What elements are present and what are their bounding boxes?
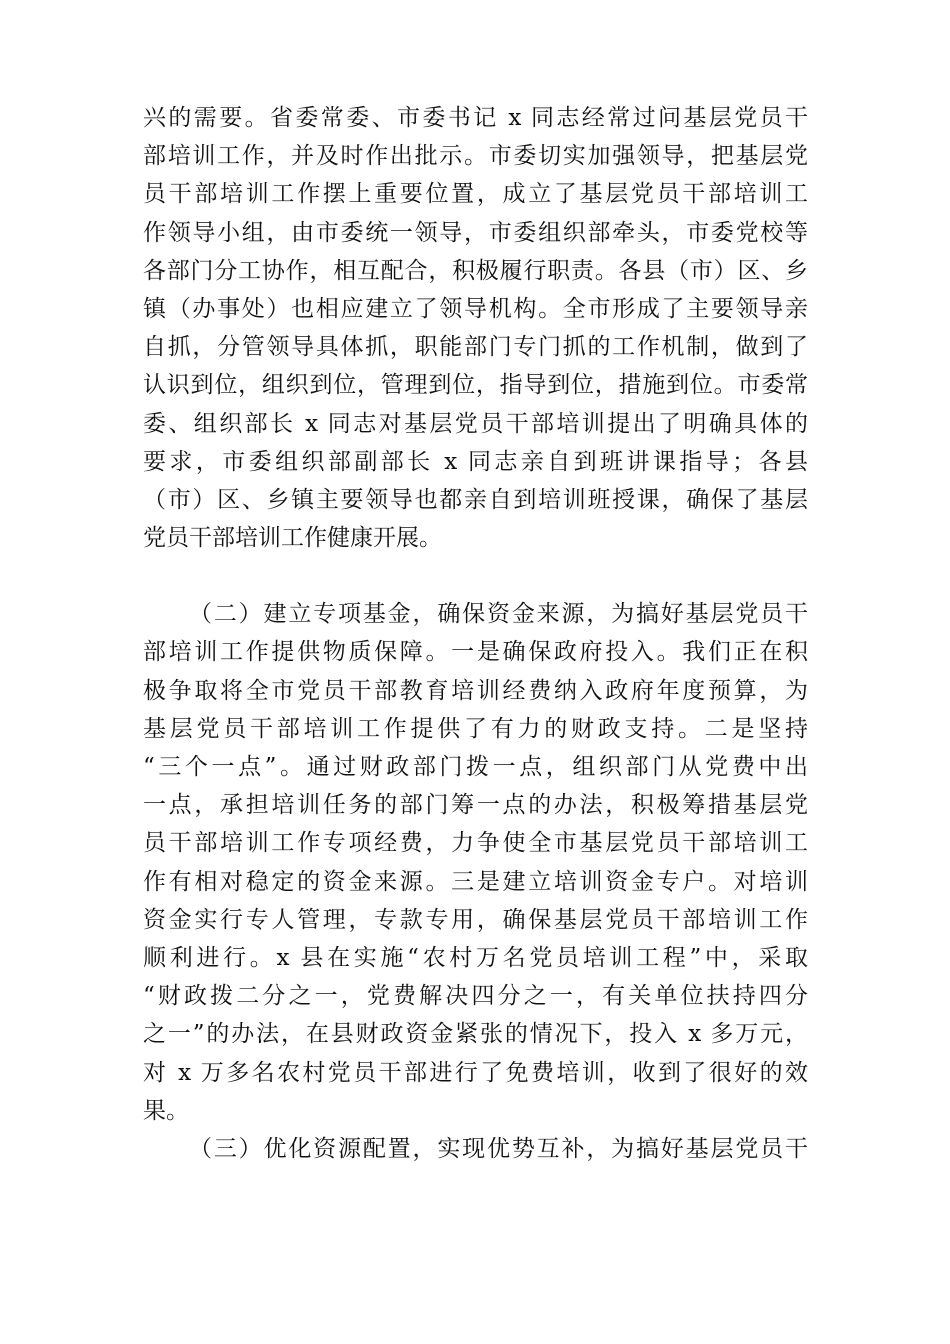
paragraph-resources [143, 1130, 808, 1168]
text-line: 一点，承担培训任务的部门筹一点的办法，积极筹措基层党 [143, 792, 808, 819]
text-line: 对 x 万多名农村党员干部进行了免费培训，收到了很好的效 [143, 1059, 808, 1086]
paragraph-spacer [143, 557, 808, 595]
text-line: （二）建立专项基金，确保资金来源，为搞好基层党员干 [189, 601, 808, 628]
text-line: 镇（办事处）也相应建立了领导机构。全市形成了主要领导亲 [143, 295, 808, 322]
text-line: 果。 [143, 1097, 189, 1124]
text-line: 基层党员干部培训工作提供了有力的财政支持。二是坚持 [143, 715, 808, 742]
text-line: 资金实行专人管理，专款专用，确保基层党员干部培训工作 [143, 906, 808, 933]
text-line: 兴的需要。省委常委、市委书记 x 同志经常过问基层党员干 [143, 105, 808, 131]
text-line: 部培训工作提供物质保障。一是确保政府投入。我们正在积 [143, 639, 808, 666]
text-line: 员干部培训工作专项经费，力争使全市基层党员干部培训工 [143, 830, 808, 857]
text-line: 各部门分工协作，相互配合，积极履行职责。各县（市）区、乡 [143, 257, 808, 284]
text-line: 极争取将全市党员干部教育培训经费纳入政府年度预算，为 [143, 677, 808, 704]
text-line: “三个一点”。通过财政部门拨一点，组织部门从党费中出 [143, 754, 808, 780]
text-line: 作领导小组，由市委统一领导，市委组织部牵头，市委党校等 [143, 219, 808, 246]
paragraph-funding [143, 595, 808, 1130]
text-line: （三）优化资源配置，实现优势互补，为搞好基层党员干 [189, 1135, 808, 1162]
text-line: 认识到位，组织到位，管理到位，指导到位，措施到位。市委常 [143, 372, 808, 399]
text-line: 委、组织部长 x 同志对基层党员干部培训提出了明确具体的 [143, 410, 808, 437]
text-line: 自抓，分管领导具体抓，职能部门专门抓的工作机制，做到了 [143, 334, 808, 361]
text-line: 顺利进行。x 县在实施“农村万名党员培训工程”中，采取 [143, 944, 808, 971]
text-line: “财政拨二分之一，党费解决四分之一，有关单位扶持四分 [143, 983, 808, 1010]
text-line: （市）区、乡镇主要领导也都亲自到培训班授课，确保了基层 [143, 486, 808, 513]
document-body [143, 99, 808, 1168]
text-line: 作有相对稳定的资金来源。三是建立培训资金专户。对培训 [143, 868, 808, 895]
text-line: 员干部培训工作摆上重要位置，成立了基层党员干部培训工 [143, 181, 808, 208]
text-line: 要求，市委组织部副部长 x 同志亲自到班讲课指导；各县 [143, 448, 808, 475]
paragraph-leadership [143, 99, 808, 557]
text-line: 部培训工作，并及时作出批示。市委切实加强领导，把基层党 [143, 143, 808, 170]
text-line: 党员干部培训工作健康开展。 [143, 525, 442, 552]
text-line: 之一”的办法，在县财政资金紧张的情况下，投入 x 多万元， [143, 1021, 808, 1048]
